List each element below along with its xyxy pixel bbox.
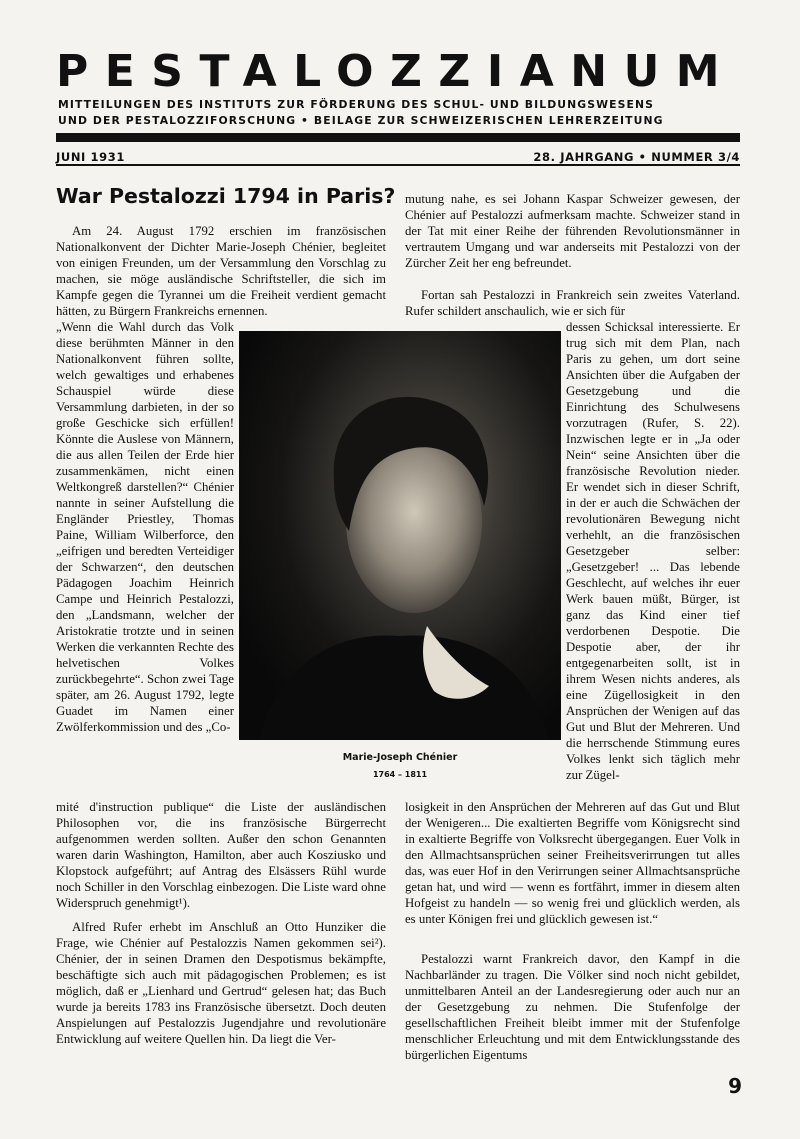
article-paragraph-5: Pestalozzi warnt Frankreich davor, den Kampf in die Nachbarländer zu tragen. Die Völker sind noch nicht gebildet, unmittelbaren Anteil an der Landesregierung oder auch nur an der Gesetzgebung zu nehmen. Die Stufenfolge der gesellschaftlichen Freiheit bleibt immer mit der Stufenfolge menschlicher Erleuchtung und mit dem Entwicklungsstande des bürgerlichen Eigentums bbox=[405, 952, 740, 1062]
article-paragraph-3-continued: mutung nahe, es sei Johann Kaspar Schweizer gewesen, der Chénier auf Pestalozzi aufmerksam machte. Schweizer stand in der Tat mit einer Reihe der führenden Revolutionsmänner in vertrautem Umgang und war anderseits mit Pestalozzi von der Zürcher Zeit her eng befreundet. bbox=[405, 192, 740, 270]
issue-rule bbox=[56, 164, 740, 166]
article-paragraph-4-wrap-right: dessen Schicksal interessierte. Er trug sich mit dem Plan, nach Paris zu gehen, um dort seine Ansichten über die Aufgaben der Gesetzgebung und die Einrichtung des Schulwesens vorzutragen (Rufer, S. 22). Inzwischen legte er in „Ja oder Nein“ seine Ansichten über die französische Revolution nieder. Er wendet sich in dieser Schrift, in der er auch die Schwächen der revolutionären Bewegung nicht verhehlt, an die französischen Gesetzgeber selber: „Gesetzgeber! ... Das lebende Geschlecht, auf welches ihr euer Werk bauen müßt, Bürger, ist ganz das Kind einer tief verdorbenen Despotie. Die Despotie aber, der ihr entgegenarbeiten sollt, ist in ihrem Wesen nichts anderes, als eine Zügellosigkeit in den Ansprüchen der Wenigen auf das Gut und Blut der Mehreren. Und die herrschende Stimmung eures Volkes lenkt sich täglich mehr zur Zügel- bbox=[566, 320, 740, 782]
masthead-subtitle-2: UND DER PESTALOZZIFORSCHUNG • BEILAGE ZUR SCHWEIZERISCHEN LEHRERZEITUNG bbox=[58, 114, 664, 127]
figure-caption-name: Marie-Joseph Chénier bbox=[342, 752, 458, 763]
article-paragraph-2-wrap-left: „Wenn die Wahl durch das Volk diese berühmten Männer in den Nationalkonvent führen sollte, welch gewaltiges und erhabenes Schauspiel würde diese Versammlung darbieten, in der so große Geschicke sich erfüllen! Könnte die Auslese von Männern, die aus allen Teilen der Erde hier zusammenkämen, nicht einen Weltkongreß darstellen?“ Chénier nannte in seiner Aufstellung die Engländer Priestley, Thomas Paine, William Wilberforce, den „eifrigen und beredten Verteidiger der Schwarzen“, den deutschen Pädagogen Joachim Heinrich Campe und Heinrich Pestalozzi, den „Landsmann, welcher der Aristokratie trotzte und in seinen Werken die verkannten Rechte des helvetischen Volkes zurückbegehrte“. Schon zwei Tage später, am 26. August 1792, legte Guadet im Namen einer Zwölferkommission und des „Co- bbox=[56, 320, 234, 734]
article-headline: War Pestalozzi 1794 in Paris? bbox=[56, 184, 396, 208]
portrait-image bbox=[239, 331, 561, 740]
article-paragraph-2-tail: mité d'instruction publique“ die Liste der ausländischen Philosophen vor, die ins französische Bürgerrecht aufgenommen werden sollten. Außer den schon Genannten waren darin Washington, Hamilton, aber auch Kosziusko und Klopstock aufgeführt; auf Antrag des Elsässers Rühl wurde noch Schiller in den Vorschlag einbezogen. Die Liste ward ohne Widerspruch genehmigt¹). bbox=[56, 800, 386, 910]
article-paragraph-1: Am 24. August 1792 erschien im französischen Nationalkonvent der Dichter Marie-Joseph Chénier, begleitet von einigen Freunden, um der Versammlung den Vorschlag zu machen, sie möge ausländische Schriftsteller, die sich im Kampfe gegen die Tyrannei um die Freiheit verdient gemacht hätten, zu Bürgern Frankreichs ernennen. bbox=[56, 224, 386, 318]
portrait-figure bbox=[239, 331, 561, 740]
article-paragraph-3: Alfred Rufer erhebt im Anschluß an Otto Hunziker die Frage, wie Chénier auf Pestalozzis Namen gekommen sei²). Chénier, der in seinen Dramen den Despotismus bekämpfte, beschäftigte sich auch mit pädagogischen Problemen; es ist möglich, daß er „Lienhard und Gertrud“ gelesen hat; das Buch wurde ja bereits 1783 ins Französische übersetzt. Doch deuten Anspielungen auf Pestalozzis Jugendjahre und revolutionäre Entwicklung auf weitere Quellen hin. Da liegt die Ver- bbox=[56, 920, 386, 1046]
masthead-rule bbox=[56, 133, 740, 142]
masthead-subtitle-1: MITTEILUNGEN DES INSTITUTS ZUR FÖRDERUNG DES SCHUL- UND BILDUNGSWESENS bbox=[58, 98, 654, 111]
article-paragraph-4-tail: losigkeit in den Ansprüchen der Mehreren auf das Gut und Blut der Wenigeren... Die exaltierten Begriffe vom Königsrecht sind in exaltierte Begriffe von Volksrecht übergegangen. Euer Volk in den Allmachtsansprüchen seiner Freiheitsverirrungen tut alles das, was euer Hof in den Verirrungen seiner Allmachtsansprüche getan hat, und wird — wenn es fortfährt, immer in diesem alten Hofgeist zu handeln — so wenig frei und glücklich werden, als es unter Königen frei und glücklich gewesen ist.“ bbox=[405, 800, 740, 926]
page-number: 9 bbox=[728, 1074, 742, 1098]
issue-date: JUNI 1931 bbox=[56, 150, 125, 164]
masthead-title: PESTALOZZIANUM bbox=[56, 46, 737, 97]
figure-caption-years: 1764 – 1811 bbox=[372, 770, 428, 779]
issue-number: 28. JAHRGANG • NUMMER 3/4 bbox=[533, 150, 740, 164]
article-paragraph-4-start: Fortan sah Pestalozzi in Frankreich sein zweites Vaterland. Rufer schildert anschaulich, wie er sich für bbox=[405, 288, 740, 318]
